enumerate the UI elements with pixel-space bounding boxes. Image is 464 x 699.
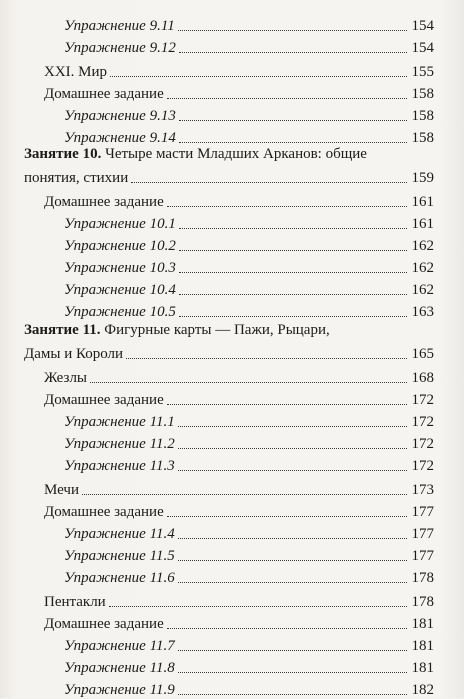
- toc-exercise-entry[interactable]: [64, 256, 434, 277]
- dot-leader: [178, 694, 407, 695]
- entry-title: Упражнение 11.4: [64, 526, 175, 542]
- page-number: 181: [411, 638, 434, 654]
- dot-leader: [178, 672, 407, 673]
- lesson-11-title: Фигурные карты — Пажи, Рыцари,: [100, 322, 330, 338]
- toc-exercise-entry[interactable]: [64, 36, 434, 57]
- dot-leader: [179, 294, 407, 295]
- lesson-11-heading[interactable]: [24, 322, 330, 339]
- dot-leader: [82, 494, 407, 495]
- entry-title: Пентакли: [44, 594, 106, 610]
- entry-title: Упражнение 11.3: [64, 458, 175, 474]
- entry-title: Упражнение 11.2: [64, 436, 175, 452]
- toc-section-entry[interactable]: [44, 60, 434, 81]
- dot-leader: [90, 382, 407, 383]
- toc-exercise-entry[interactable]: [64, 104, 434, 125]
- dot-leader: [178, 650, 407, 651]
- dot-leader: [167, 628, 407, 629]
- entry-title: Домашнее задание: [44, 616, 164, 632]
- entry-title: Мечи: [44, 482, 79, 498]
- page-number: 154: [411, 18, 434, 34]
- dot-leader: [178, 30, 407, 31]
- dot-leader: [126, 358, 407, 359]
- toc-exercise-entry[interactable]: [64, 278, 434, 299]
- entry-title: Упражнение 10.2: [64, 238, 176, 254]
- dot-leader: [178, 560, 407, 561]
- toc-exercise-entry[interactable]: [64, 300, 434, 321]
- page-number: 172: [411, 458, 434, 474]
- entry-title: Упражнение 11.9: [64, 682, 175, 698]
- toc-section-entry[interactable]: [44, 500, 434, 521]
- toc-section-entry[interactable]: [44, 190, 434, 211]
- dot-leader: [178, 448, 407, 449]
- page-number: 158: [411, 108, 434, 124]
- entry-title: Домашнее задание: [44, 194, 164, 210]
- page-number: 162: [411, 260, 434, 276]
- toc-exercise-entry[interactable]: [64, 656, 434, 677]
- toc-exercise-entry[interactable]: [64, 410, 434, 431]
- toc-section-entry[interactable]: [44, 478, 434, 499]
- page-number: 177: [411, 504, 434, 520]
- dot-leader: [110, 76, 407, 77]
- page-number: 159: [411, 170, 434, 186]
- entry-title: Домашнее задание: [44, 86, 164, 102]
- entry-title: Домашнее задание: [44, 392, 164, 408]
- page-number: 168: [411, 370, 434, 386]
- entry-title: Упражнение 10.3: [64, 260, 176, 276]
- dot-leader: [178, 426, 407, 427]
- lesson-11-heading-line2[interactable]: [24, 342, 434, 363]
- page-number: 161: [411, 216, 434, 232]
- page-number: 165: [411, 346, 434, 362]
- toc-exercise-entry[interactable]: [64, 454, 434, 475]
- entry-title: Домашнее задание: [44, 504, 164, 520]
- page-number: 162: [411, 238, 434, 254]
- entry-title: Упражнение 10.4: [64, 282, 176, 298]
- lesson-10-heading-line2[interactable]: [24, 166, 434, 187]
- toc-section-entry[interactable]: [44, 590, 434, 611]
- dot-leader: [179, 142, 407, 143]
- dot-leader: [179, 316, 407, 317]
- toc-exercise-entry[interactable]: [64, 544, 434, 565]
- page-number: 178: [411, 594, 434, 610]
- lesson-10-title: Четыре масти Младших Арканов: общие: [101, 146, 367, 162]
- entry-title: Упражнение 10.1: [64, 216, 176, 232]
- toc-section-entry[interactable]: [44, 388, 434, 409]
- page-number: 162: [411, 282, 434, 298]
- entry-title: Упражнение 11.6: [64, 570, 175, 586]
- entry-title: Упражнение 11.5: [64, 548, 175, 564]
- page-number: 161: [411, 194, 434, 210]
- dot-leader: [178, 582, 407, 583]
- page-number: 172: [411, 414, 434, 430]
- entry-title: Упражнение 10.5: [64, 304, 176, 320]
- entry-title: Упражнение 11.7: [64, 638, 175, 654]
- toc-exercise-entry[interactable]: [64, 432, 434, 453]
- page-number: 172: [411, 392, 434, 408]
- toc-exercise-entry[interactable]: [64, 678, 434, 699]
- dot-leader: [131, 182, 407, 183]
- entry-title: Упражнение 11.1: [64, 414, 175, 430]
- dot-leader: [167, 98, 407, 99]
- page-number: 181: [411, 660, 434, 676]
- dot-leader: [179, 272, 407, 273]
- page-number: 163: [411, 304, 434, 320]
- page-number: 181: [411, 616, 434, 632]
- page-number: 172: [411, 436, 434, 452]
- page-number: 177: [411, 548, 434, 564]
- page-number: 177: [411, 526, 434, 542]
- dot-leader: [167, 404, 407, 405]
- entry-title: Упражнение 9.14: [64, 130, 176, 146]
- dot-leader: [179, 228, 407, 229]
- dot-leader: [167, 206, 407, 207]
- lesson-10-label: Занятие 10.: [24, 146, 102, 162]
- page-number: 155: [411, 64, 434, 80]
- toc-exercise-entry[interactable]: [64, 212, 434, 233]
- toc-exercise-entry[interactable]: [64, 566, 434, 587]
- entry-title: Упражнение 9.13: [64, 108, 176, 124]
- entry-title: XXI. Мир: [44, 64, 108, 80]
- toc-section-entry[interactable]: [44, 612, 434, 633]
- dot-leader: [179, 250, 407, 251]
- lesson-11-title-cont: Дамы и Короли: [24, 346, 124, 362]
- page-number: 173: [411, 482, 434, 498]
- dot-leader: [179, 120, 407, 121]
- dot-leader: [178, 470, 407, 471]
- entry-title: Жезлы: [44, 370, 88, 386]
- dot-leader: [109, 606, 407, 607]
- page-number: 182: [411, 682, 434, 698]
- toc-exercise-entry[interactable]: [64, 634, 434, 655]
- entry-title: Упражнение 9.12: [64, 40, 176, 56]
- dot-leader: [167, 516, 407, 517]
- toc-section-entry[interactable]: [44, 82, 434, 103]
- entry-title: Упражнение 9.11: [64, 18, 175, 34]
- page-number: 178: [411, 570, 434, 586]
- toc-exercise-entry[interactable]: [64, 522, 434, 543]
- toc-exercise-entry[interactable]: [64, 234, 434, 255]
- page-number: 154: [411, 40, 434, 56]
- lesson-11-label: Занятие 11.: [24, 322, 101, 338]
- toc-section-entry[interactable]: [44, 366, 434, 387]
- dot-leader: [179, 52, 407, 53]
- toc-exercise-entry[interactable]: [64, 14, 434, 35]
- page-number: 158: [411, 130, 434, 146]
- dot-leader: [178, 538, 407, 539]
- lesson-10-heading[interactable]: [24, 146, 367, 163]
- page-number: 158: [411, 86, 434, 102]
- entry-title: Упражнение 11.8: [64, 660, 175, 676]
- toc-exercise-entry[interactable]: [64, 126, 434, 147]
- lesson-10-title-cont: понятия, стихии: [24, 170, 129, 186]
